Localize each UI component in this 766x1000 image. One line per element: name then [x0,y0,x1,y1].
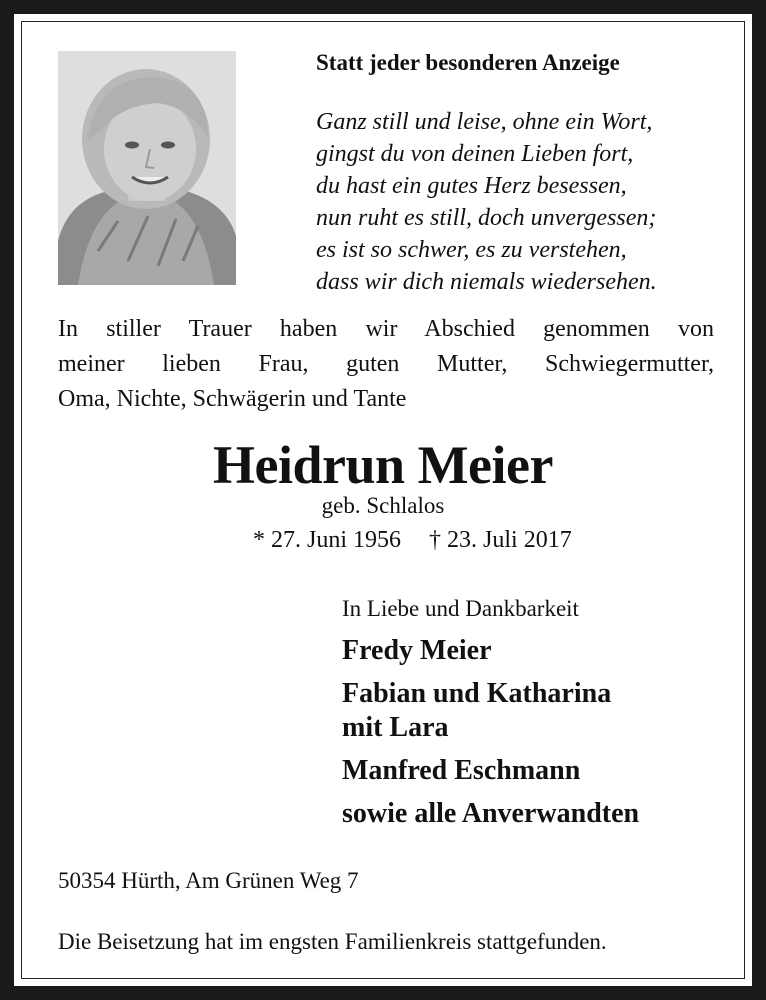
poem-line: du hast ein gutes Herz besessen, [316,173,627,199]
deceased-name: Heidrun Meier [213,435,553,495]
burial-note: Die Beisetzung hat im engsten Familienkreis stattgefunden. [58,929,607,954]
signoff-label: In Liebe und Dankbarkeit [342,596,579,621]
obituary-notice [14,14,752,986]
poem-line: Ganz still und leise, ohne ein Wort, [316,109,653,135]
birth-date: * 27. Juni 1956 [253,527,402,553]
intro-line: Oma, Nichte, Schwägerin und Tante [58,386,407,412]
mourner-name: sowie alle Anverwandten [342,798,640,829]
mourner-name: mit Lara [342,712,449,743]
intro-line: In stiller Trauer haben wir Abschied genommen von [58,316,714,342]
poem-line: dass wir dich niemals wiedersehen. [316,269,657,295]
life-dates [253,527,572,554]
mourner-name: Manfred Eschmann [342,755,581,786]
address: 50354 Hürth, Am Grünen Weg 7 [58,868,359,893]
intro-text [58,312,714,417]
poem-line: es ist so schwer, es zu verstehen, [316,237,627,263]
intro-line: meiner lieben Frau, guten Mutter, Schwiegermutter, [58,351,714,377]
poem-line: nun ruht es still, doch unvergessen; [316,205,657,231]
death-date: † 23. Juli 2017 [429,527,572,553]
mourner-name: Fredy Meier [342,635,492,666]
poem-line: gingst du von deinen Lieben fort, [316,141,634,167]
poem [316,106,657,298]
mourners-list [342,634,639,831]
maiden-name: geb. Schlalos [321,493,445,518]
headline: Statt jeder besonderen Anzeige [316,50,620,75]
mourner-name: Fabian und Katharina [342,678,612,709]
portrait-photo [58,51,236,285]
